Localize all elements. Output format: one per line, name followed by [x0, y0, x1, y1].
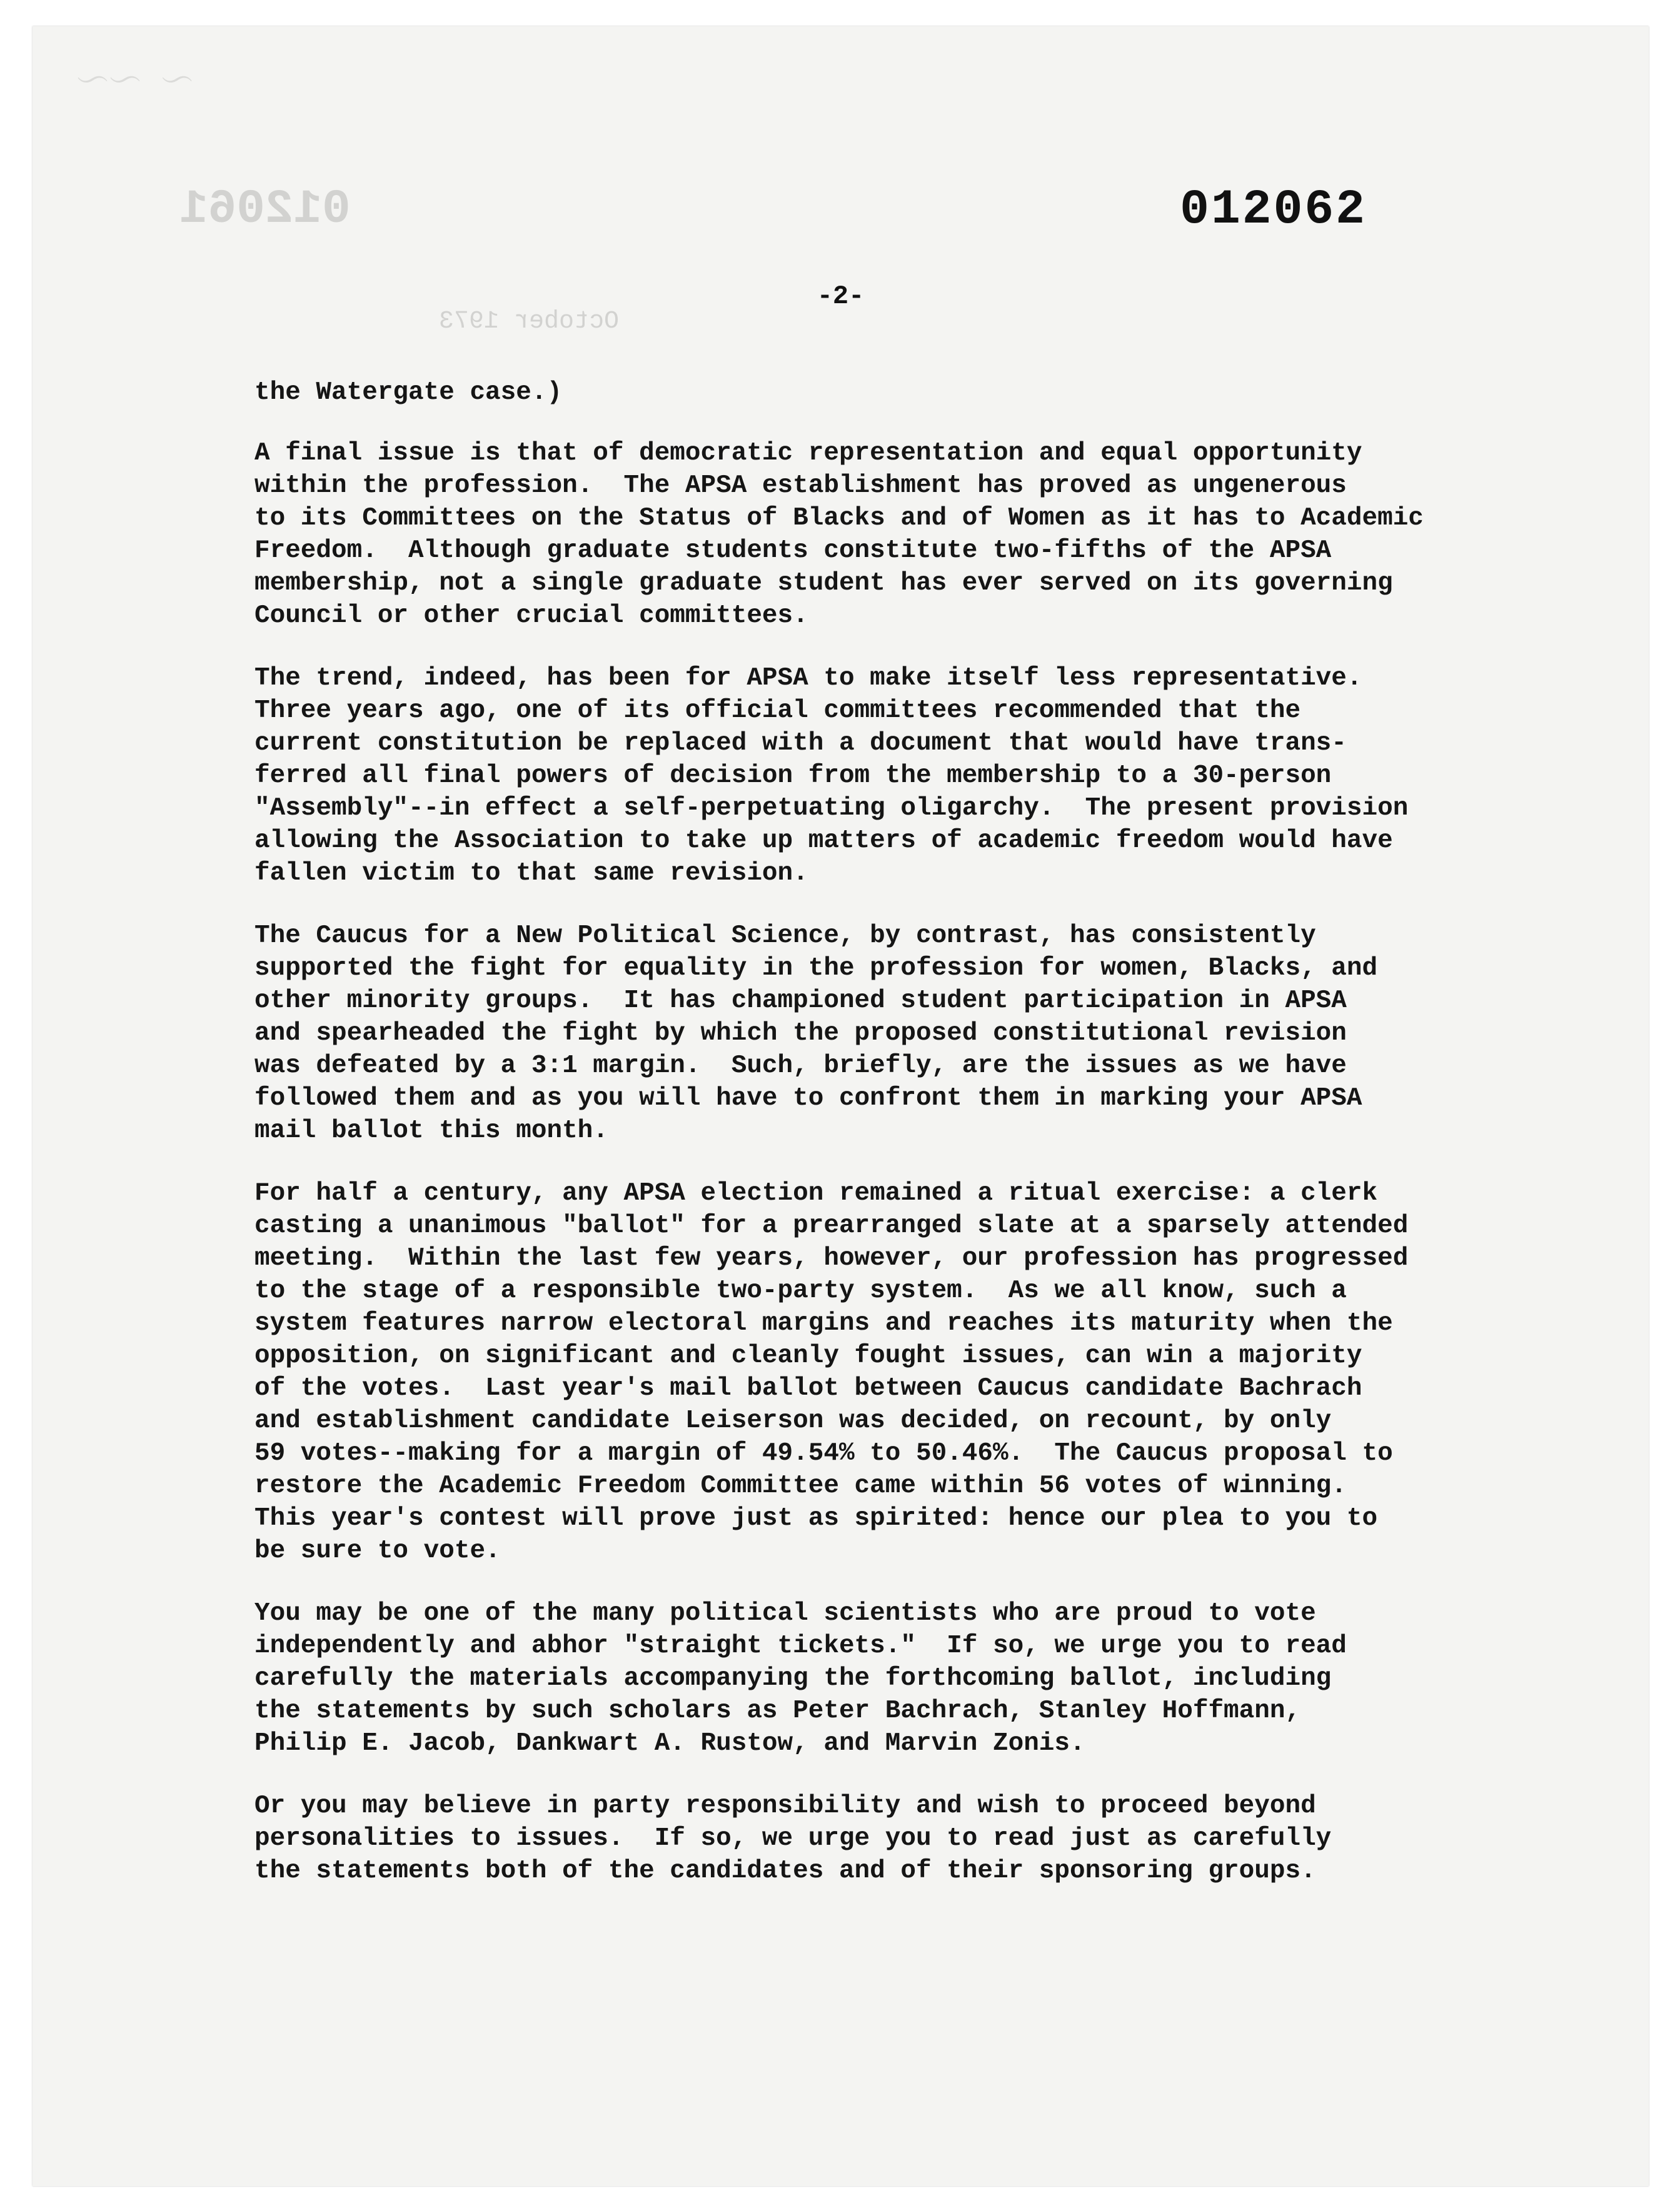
text-line: was defeated by a 3:1 margin. Such, briefly, are the issues as we have — [254, 1051, 1347, 1080]
page-number: -2- — [817, 281, 865, 311]
text-line: For half a century, any APSA election remained a ritual exercise: a clerk — [254, 1179, 1378, 1208]
bleed-through-corner-marks: ～ ～～ — [76, 65, 194, 102]
text-line: Council or other crucial committees. — [254, 601, 808, 630]
text-line: current constitution be replaced with a document that would have trans- — [254, 729, 1347, 758]
text-line: "Assembly"--in effect a self-perpetuating oligarchy. The present provision — [254, 794, 1409, 823]
text-line: and spearheaded the fight by which the proposed constitutional revision — [254, 1019, 1347, 1048]
paragraph — [254, 1177, 1567, 1567]
text-line: allowing the Association to take up matters of academic freedom would have — [254, 826, 1393, 855]
text-line: supported the fight for equality in the profession for women, Blacks, and — [254, 954, 1378, 983]
text-line: opposition, on significant and cleanly fought issues, can win a majority — [254, 1342, 1362, 1370]
bleed-through-date: October 1973 — [439, 308, 620, 336]
paragraph — [254, 376, 1567, 409]
text-line: You may be one of the many political scientists who are proud to vote — [254, 1599, 1316, 1628]
paragraph — [254, 662, 1567, 890]
text-line: the statements both of the candidates and of their sponsoring groups. — [254, 1857, 1316, 1885]
text-line: independently and abhor "straight tickets." If so, we urge you to read — [254, 1632, 1347, 1660]
text-line: The Caucus for a New Political Science, by contrast, has consistently — [254, 921, 1316, 950]
text-line: the Watergate case.) — [254, 378, 563, 407]
paragraph — [254, 1790, 1567, 1887]
paragraph — [254, 920, 1567, 1147]
text-line: to its Committees on the Status of Blacks and of Women as it has to Academic — [254, 504, 1424, 533]
text-line: meeting. Within the last few years, however, our profession has progressed — [254, 1244, 1409, 1273]
text-line: The trend, indeed, has been for APSA to make itself less representative. — [254, 664, 1362, 693]
text-line: carefully the materials accompanying the forthcoming ballot, including — [254, 1664, 1332, 1693]
text-line: be sure to vote. — [254, 1537, 501, 1565]
text-line: system features narrow electoral margins and reaches its maturity when the — [254, 1309, 1393, 1338]
document-stamp-number: 012062 — [1180, 183, 1367, 238]
text-line: Or you may believe in party responsibility and wish to proceed beyond — [254, 1792, 1316, 1820]
bleed-through-number: 012061 — [179, 183, 351, 236]
letter-body — [254, 376, 1567, 1917]
document-page — [33, 26, 1649, 2186]
text-line: Three years ago, one of its official committees recommended that the — [254, 696, 1301, 725]
paragraph — [254, 437, 1567, 632]
text-line: and establishment candidate Leiserson was decided, on recount, by only — [254, 1407, 1332, 1435]
text-line: membership, not a single graduate student has ever served on its governing — [254, 569, 1393, 598]
text-line: personalities to issues. If so, we urge you to read just as carefully — [254, 1824, 1332, 1853]
text-line: other minority groups. It has championed student participation in APSA — [254, 986, 1347, 1015]
text-line: Freedom. Although graduate students constitute two-fifths of the APSA — [254, 536, 1332, 565]
text-line: Philip E. Jacob, Dankwart A. Rustow, and Marvin Zonis. — [254, 1729, 1085, 1758]
text-line: ferred all final powers of decision from the membership to a 30-person — [254, 761, 1332, 790]
text-line: followed them and as you will have to confront them in marking your APSA — [254, 1084, 1362, 1113]
text-line: to the stage of a responsible two-party system. As we all know, such a — [254, 1277, 1347, 1305]
text-line: of the votes. Last year's mail ballot between Caucus candidate Bachrach — [254, 1374, 1362, 1403]
text-line: casting a unanimous "ballot" for a prearranged slate at a sparsely attended — [254, 1212, 1409, 1240]
paragraph — [254, 1597, 1567, 1760]
text-line: 59 votes--making for a margin of 49.54% to 50.46%. The Caucus proposal to — [254, 1439, 1393, 1468]
text-line: fallen victim to that same revision. — [254, 859, 808, 888]
text-line: restore the Academic Freedom Committee came within 56 votes of winning. — [254, 1472, 1347, 1500]
text-line: This year's contest will prove just as spirited: hence our plea to you to — [254, 1504, 1378, 1533]
text-line: A final issue is that of democratic representation and equal opportunity — [254, 439, 1362, 468]
text-line: within the profession. The APSA establishment has proved as ungenerous — [254, 471, 1347, 500]
text-line: the statements by such scholars as Peter Bachrach, Stanley Hoffmann, — [254, 1697, 1301, 1725]
text-line: mail ballot this month. — [254, 1117, 608, 1145]
